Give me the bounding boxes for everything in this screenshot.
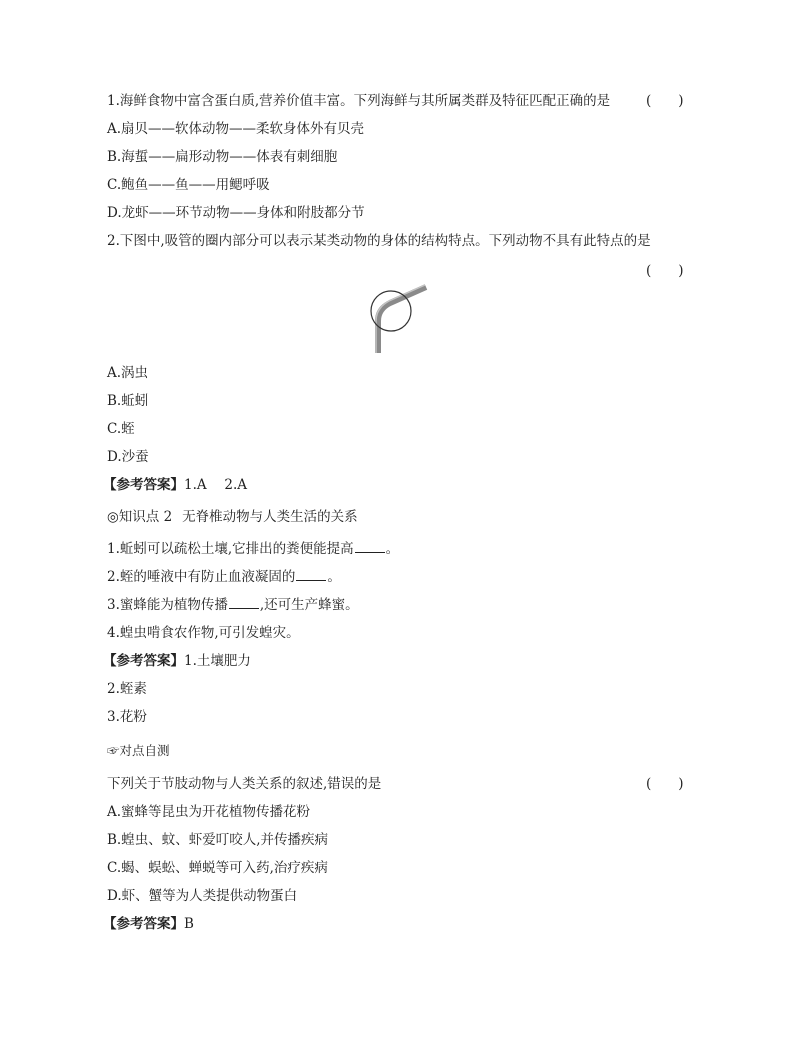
q2-stem: 2.下图中,吸管的圈内部分可以表示某类动物的身体的结构特点。下列动物不具有此特点的是 (107, 233, 651, 249)
selftest-option-d: D.虾、蟹等为人类提供动物蛋白 (107, 888, 298, 904)
section-heading (107, 508, 358, 526)
fill-item-3: 3.蜜蜂能为植物传播 ,还可生产蜂蜜。 (107, 597, 359, 613)
answer-label: 【参考答案】 (103, 916, 184, 932)
blank-line (229, 596, 259, 609)
answer-label: 【参考答案】 (103, 477, 184, 493)
selftest-option-a: A.蜜蜂等昆虫为开花植物传播花粉 (107, 804, 311, 820)
answer-text: B (184, 916, 194, 932)
selftest-title: ☞对点自测 (107, 743, 170, 758)
q2-option-b: B.蚯蚓 (107, 393, 149, 409)
q1-option-a: A.扇贝——软体动物——柔软身体外有贝壳 (107, 121, 365, 137)
selftest-stem: 下列关于节肢动物与人类关系的叙述,错误的是 (107, 776, 382, 792)
q1-option-d: D.龙虾——环节动物——身体和附肢都分节 (107, 205, 365, 221)
answer-line-3: 3.花粉 (107, 709, 147, 725)
q1-answer-paren: ( ) (646, 93, 684, 109)
q2-option-a: A.涡虫 (107, 365, 149, 381)
fill-item-4: 4.蝗虫啃食农作物,可引发蝗灾。 (107, 625, 300, 641)
section-title: 无脊椎动物与人类生活的关系 (182, 509, 358, 525)
selftest-option-b: B.蝗虫、蚊、虾爱叮咬人,并传播疾病 (107, 832, 329, 848)
q1-option-b: B.海蜇——扁形动物——体表有刺细胞 (107, 149, 338, 165)
answer-row-3 (103, 915, 194, 933)
blank-line (296, 568, 326, 581)
q2-answer-paren: ( ) (646, 263, 684, 279)
fill-item-1: 1.蚯蚓可以疏松土壤,它排出的粪便能提高 。 (107, 541, 400, 557)
selftest-option-c: C.蝎、蜈蚣、蝉蜕等可入药,治疗疾病 (107, 860, 328, 876)
q1-option-c: C.鲍鱼——鱼——用鳃呼吸 (107, 177, 270, 193)
highlight-circle (371, 291, 411, 331)
answer-label: 【参考答案】 (103, 653, 184, 669)
answer-line-2: 2.蛭素 (107, 681, 147, 697)
answer-text: 1.A 2.A (184, 477, 248, 493)
straw-figure (362, 283, 434, 359)
answer-text: 1.土壤肥力 (184, 653, 251, 669)
answer-row-1 (103, 476, 247, 494)
selftest-answer-paren: ( ) (646, 776, 684, 792)
fill-item-2: 2.蛭的唾液中有防止血液凝固的 。 (107, 569, 341, 585)
q2-option-d: D.沙蚕 (107, 449, 149, 465)
answer-row-2 (103, 652, 251, 670)
section-marker: ◎知识点 2 (107, 509, 173, 525)
q1-stem: 1.海鲜食物中富含蛋白质,营养价值丰富。下列海鲜与其所属类群及特征匹配正确的是 (107, 93, 611, 109)
straw-tube (378, 287, 426, 353)
blank-line (355, 540, 385, 553)
q2-option-c: C.蛭 (107, 421, 135, 437)
straw-tube-highlight (376, 285, 425, 353)
